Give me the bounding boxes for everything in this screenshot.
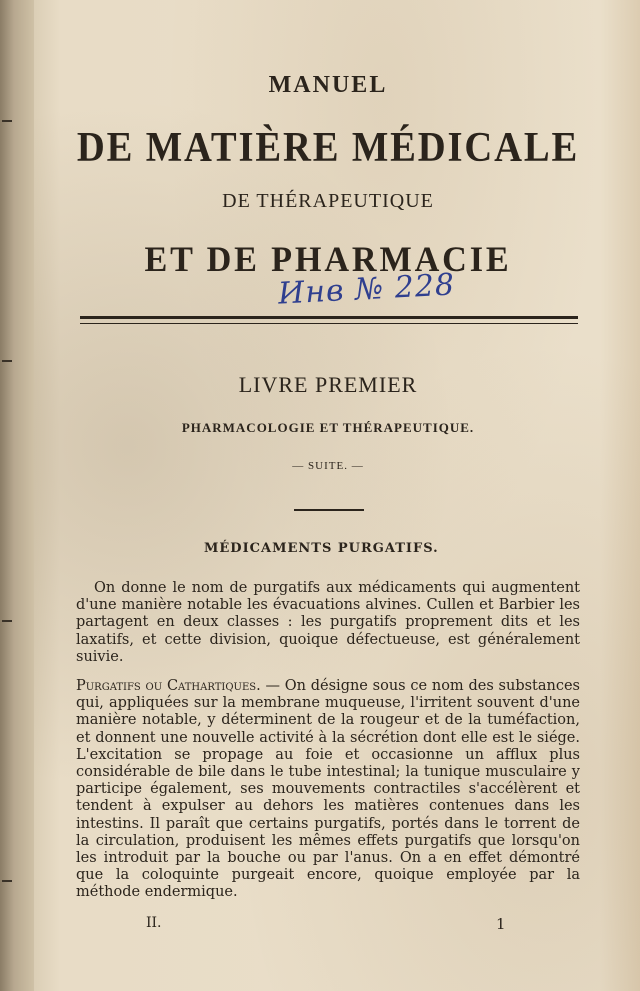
- paragraph-2: [76, 678, 580, 902]
- title-line-3: DE THÉRAPEUTIQUE: [222, 190, 434, 212]
- paragraph-1: On donne le nom de purgatifs aux médicaments qui augmentent d'une manière notable les évacuations alvines. Cullen et Barbier les partagent en deux classes : les purgatifs proprement dits et les laxatifs, et cette division, quoique défectueuse, est généralement suivie.: [76, 580, 580, 665]
- handwritten-inventory-number: Инв № 228: [277, 267, 456, 312]
- title-line-1: MANUEL: [268, 72, 388, 98]
- page-number: 1: [496, 915, 506, 933]
- spine-stitch: [2, 120, 12, 122]
- spine-stitch: [2, 620, 12, 622]
- livre-subtitle: PHARMACOLOGIE ET THÉRAPEUTIQUE.: [181, 420, 475, 435]
- spine-stitch: [2, 360, 12, 362]
- volume-number: II.: [146, 915, 162, 931]
- section-title: MÉDICAMENTS PURGATIFS.: [204, 541, 439, 556]
- section-divider: [294, 509, 364, 511]
- double-rule-thin: [80, 323, 578, 324]
- suite-label: — SUITE. —: [292, 460, 364, 472]
- spine-stitch: [2, 880, 12, 882]
- title-line-4: ET DE PHARMACIE: [144, 239, 512, 279]
- double-rule-thick: [80, 316, 578, 319]
- livre-title: LIVRE PREMIER: [238, 372, 418, 397]
- paragraph-2-body: — On désigne sous ce nom des substances qui, appliquées sur la membrane muqueuse, l'irritent souvent d'une manière notable, y déterminent de la rougeur et de la tuméfaction, et donnent une nouvelle activité à la sécrétion dont elle est le siége. L'excitation se propage au foie et occasionne un afflux plus considérable de bile dans le tube intestinal; la tunique musculaire y participe également, ses mouvements contractiles s'accélèrent et tendent à expulser au dehors les matières contenues dans les intestins. Il paraît que certains purgatifs, portés dans le torrent de la circulation, produisent les mêmes effets purgatifs que lorsqu'on les introduit par la bouche ou par l'anus. On a en effet démontré que la coloquinte purgeait encore, quoique employée par la méthode endermique.: [76, 678, 580, 901]
- paragraph-2-lead: Purgatifs ou Cathartiques.: [76, 678, 261, 694]
- title-line-2: DE MATIÈRE MÉDICALE: [76, 125, 580, 171]
